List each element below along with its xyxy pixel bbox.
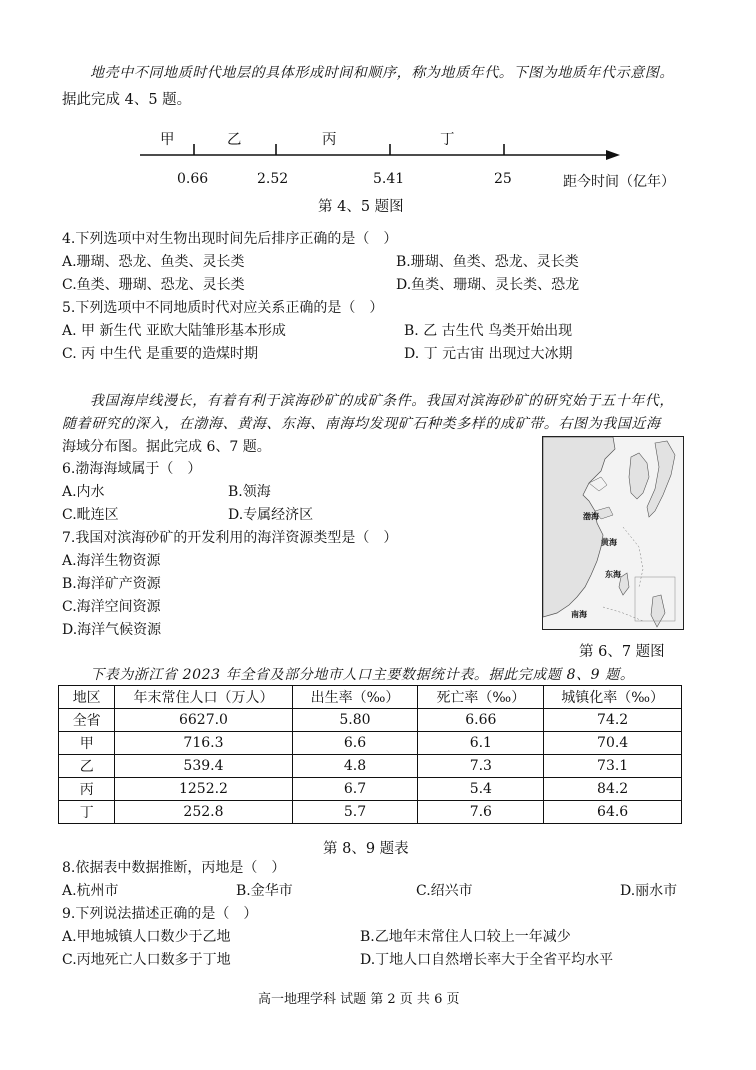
table-cell: 丙 [59,778,115,801]
table-cell: 5.7 [292,801,418,824]
table-cell: 6.6 [292,732,418,755]
q4-stem: 4.下列选项中对生物出现时间先后排序正确的是（ ） [62,231,398,247]
q5-option-d: D. 丁 元古宙 出现过大冰期 [404,346,573,362]
intro-geologic-line2: 据此完成 4、5 题。 [62,92,192,108]
q5-option-c: C. 丙 中生代 是重要的造煤时期 [62,346,259,362]
q4-option-a: A.珊瑚、恐龙、鱼类、灵长类 [62,254,245,270]
table-cell: 7.3 [418,755,544,778]
timeline-caption: 第 4、5 题图 [318,199,404,215]
table-cell: 252.8 [115,801,292,824]
table-cell: 乙 [59,755,115,778]
table-row [59,709,682,732]
q9-stem: 9.下列说法描述正确的是（ ） [62,906,258,922]
table-cell: 6.7 [292,778,418,801]
table-cell: 74.2 [544,709,682,732]
q8-option-b: B.金华市 [236,883,293,899]
timeline-tick-label-0: 0.66 [177,171,209,187]
table-caption: 第 8、9 题表 [323,841,409,857]
table-cell: 6.66 [418,709,544,732]
q7-option-c: C.海洋空间资源 [62,599,161,615]
timeline-era-jia: 甲 [160,132,175,148]
q6-option-c: C.毗连区 [62,507,119,523]
table-cell: 7.6 [418,801,544,824]
table-header-cell: 出生率（‰） [292,686,418,709]
q7-option-a: A.海洋生物资源 [62,553,161,569]
q5-option-b: B. 乙 古生代 鸟类开始出现 [404,323,573,339]
table-row [59,755,682,778]
page-footer: 高一地理学科 试题 第 2 页 共 6 页 [258,992,460,1007]
table-cell: 716.3 [115,732,292,755]
table-header-cell: 城镇化率（‰） [544,686,682,709]
q4-option-c: C.鱼类、珊瑚、恐龙、灵长类 [62,277,245,293]
q4-option-d: D.鱼类、珊瑚、灵长类、恐龙 [396,277,580,293]
q8-stem: 8.依据表中数据推断，丙地是（ ） [62,860,286,876]
population-table [58,685,682,824]
table-cell: 6.1 [418,732,544,755]
table-cell: 4.8 [292,755,418,778]
map-label-donghai: 东海 [605,570,621,579]
table-cell: 64.6 [544,801,682,824]
timeline-arrowhead [606,150,620,160]
timeline-tick-label-1: 2.52 [257,171,289,187]
q4-option-b: B.珊瑚、鱼类、恐龙、灵长类 [396,254,579,270]
table-cell: 甲 [59,732,115,755]
intro-geologic-line1: 地壳中不同地质时代地层的具体形成时间和顺序，称为地质年代。下图为地质年代示意图。 [90,65,674,81]
table-cell: 丁 [59,801,115,824]
table-row [59,778,682,801]
q5-stem: 5.下列选项中不同地质时代对应关系正确的是（ ） [62,300,384,316]
q9-option-d: D.丁地人口自然增长率大于全省平均水平 [360,952,614,968]
table-cell: 1252.2 [115,778,292,801]
table-cell: 84.2 [544,778,682,801]
timeline-era-yi: 乙 [227,132,242,148]
timeline-era-bing: 丙 [322,132,337,148]
intro-sand-line3: 海域分布图。据此完成 6、7 题。 [62,439,271,455]
china-seas-map-drawing [543,437,683,629]
q8-option-d: D.丽水市 [620,883,678,899]
intro-table: 下表为浙江省 2023 年全省及部分地市人口主要数据统计表。据此完成题 8、9 题。 [90,667,635,683]
china-seas-map [542,436,684,630]
intro-sand-line1: 我国海岸线漫长，有着有利于滨海砂矿的成矿条件。我国对滨海砂矿的研究始于五十年代， [90,393,674,409]
table-cell: 5.4 [418,778,544,801]
map-label-bohai: 渤海 [583,512,599,521]
q6-option-a: A.内水 [62,484,105,500]
table-cell: 6627.0 [115,709,292,732]
table-cell: 73.1 [544,755,682,778]
timeline-tick-label-3: 25 [494,171,512,187]
map-label-nanhai: 南海 [571,610,587,619]
map-label-huanghai: 黄海 [601,538,617,547]
table-cell: 70.4 [544,732,682,755]
q5-option-a: A. 甲 新生代 亚欧大陆雏形基本形成 [62,323,286,339]
map-caption: 第 6、7 题图 [579,644,665,660]
q6-stem: 6.渤海海域属于（ ） [62,461,202,477]
q6-option-d: D.专属经济区 [228,507,314,523]
table-row [59,732,682,755]
table-header-cell: 地区 [59,686,115,709]
q7-stem: 7.我国对滨海砂矿的开发利用的海洋资源类型是（ ） [62,530,398,546]
table-header-cell: 死亡率（‰） [418,686,544,709]
timeline-era-ding: 丁 [440,132,455,148]
table-header-cell: 年末常住人口（万人） [115,686,292,709]
timeline-tick-label-2: 5.41 [373,171,405,187]
q6-option-b: B.领海 [228,484,271,500]
table-cell: 539.4 [115,755,292,778]
table-cell: 5.80 [292,709,418,732]
table-header-row [59,686,682,709]
q8-option-a: A.杭州市 [62,883,119,899]
q7-option-d: D.海洋气候资源 [62,622,162,638]
q8-option-c: C.绍兴市 [416,883,473,899]
q9-option-a: A.甲地城镇人口数少于乙地 [62,929,231,945]
intro-sand-line2: 随着研究的深入，在渤海、黄海、东海、南海均发现矿石种类多样的成矿带。右图为我国近海 [62,416,661,432]
q9-option-c: C.丙地死亡人口数多于丁地 [62,952,231,968]
q9-option-b: B.乙地年末常住人口较上一年减少 [360,929,571,945]
q7-option-b: B.海洋矿产资源 [62,576,161,592]
timeline-axis-label: 距今时间（亿年） [563,174,675,190]
table-cell: 全省 [59,709,115,732]
table-row [59,801,682,824]
